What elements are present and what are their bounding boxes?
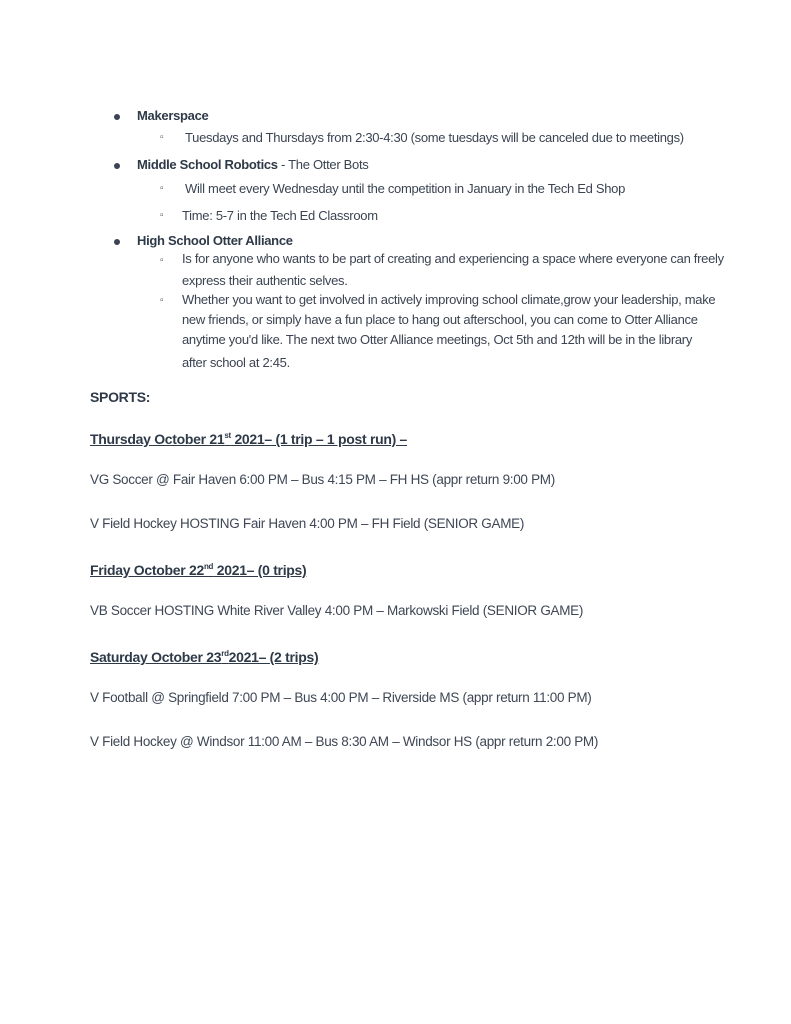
- otter-alliance-desc-line1: Is for anyone who wants to be part of creating and experiencing a space where everyone can freely: [182, 251, 724, 266]
- club-name-makerspace: [137, 108, 208, 123]
- day-summary: 2021– (2 trips): [228, 649, 319, 665]
- sub-bullet-icon: ▫: [160, 132, 164, 143]
- otter-alliance-info-line1: Whether you want to get involved in actively improving school climate,grow your leadership, make: [182, 292, 716, 307]
- bullet-dot: [114, 163, 120, 169]
- club-title: High School Otter Alliance: [137, 233, 293, 248]
- event-item: V Football @ Springfield 7:00 PM – Bus 4:00 PM – Riverside MS (appr return 11:00 PM): [90, 690, 592, 705]
- robotics-meeting-info: Will meet every Wednesday until the competition in January in the Tech Ed Shop: [185, 181, 626, 196]
- club-name-otter-alliance: [137, 233, 293, 248]
- sub-bullet-icon: ▫: [160, 210, 164, 221]
- club-subtitle: - The Otter Bots: [277, 157, 369, 172]
- bullet-dot: [114, 239, 120, 245]
- day-ordinal: st: [224, 431, 231, 440]
- event-item: VB Soccer HOSTING White River Valley 4:00 PM – Markowski Field (SENIOR GAME): [90, 603, 584, 618]
- sports-heading: SPORTS:: [90, 389, 151, 405]
- day-ordinal: rd: [221, 649, 229, 658]
- club-title: Makerspace: [137, 108, 209, 123]
- makerspace-schedule: Tuesdays and Thursdays from 2:30-4:30 (some tuesdays will be canceled due to meetings): [185, 130, 684, 145]
- day-summary: 2021– (0 trips): [213, 562, 307, 578]
- event-item: V Field Hockey @ Windsor 11:00 AM – Bus 8:30 AM – Windsor HS (appr return 2:00 PM): [90, 734, 599, 749]
- robotics-time-info: Time: 5-7 in the Tech Ed Classroom: [182, 208, 378, 223]
- day-date: Friday October 22: [90, 562, 204, 578]
- day-ordinal: nd: [203, 562, 214, 571]
- day-date: Saturday October 23: [90, 649, 222, 665]
- day-summary: 2021– (1 trip – 1 post run) –: [230, 431, 408, 447]
- day-heading-thursday: [90, 431, 407, 447]
- otter-alliance-info-line3: anytime you'd like. The next two Otter Alliance meetings, Oct 5th and 12th will be in the library: [182, 332, 693, 347]
- event-item: V Field Hockey HOSTING Fair Haven 4:00 PM – FH Field (SENIOR GAME): [90, 516, 525, 531]
- club-name-robotics: [137, 157, 369, 172]
- otter-alliance-info-line2: new friends, or simply have a fun place to hang out afterschool, you can come to Otter Alliance: [182, 312, 698, 327]
- club-title: Middle School Robotics: [137, 157, 278, 172]
- otter-alliance-info-line4: after school at 2:45.: [182, 355, 290, 370]
- day-heading-friday: [90, 562, 306, 578]
- day-date: Thursday October 21: [90, 431, 225, 447]
- event-item: VG Soccer @ Fair Haven 6:00 PM – Bus 4:15 PM – FH HS (appr return 9:00 PM): [90, 472, 555, 487]
- sub-bullet-icon: ▫: [160, 295, 164, 306]
- sub-bullet-icon: ▫: [160, 255, 164, 266]
- sub-bullet-icon: ▫: [160, 183, 164, 194]
- otter-alliance-desc-line2: express their authentic selves.: [182, 273, 348, 288]
- bullet-dot: [114, 114, 120, 120]
- day-heading-saturday: [90, 649, 318, 665]
